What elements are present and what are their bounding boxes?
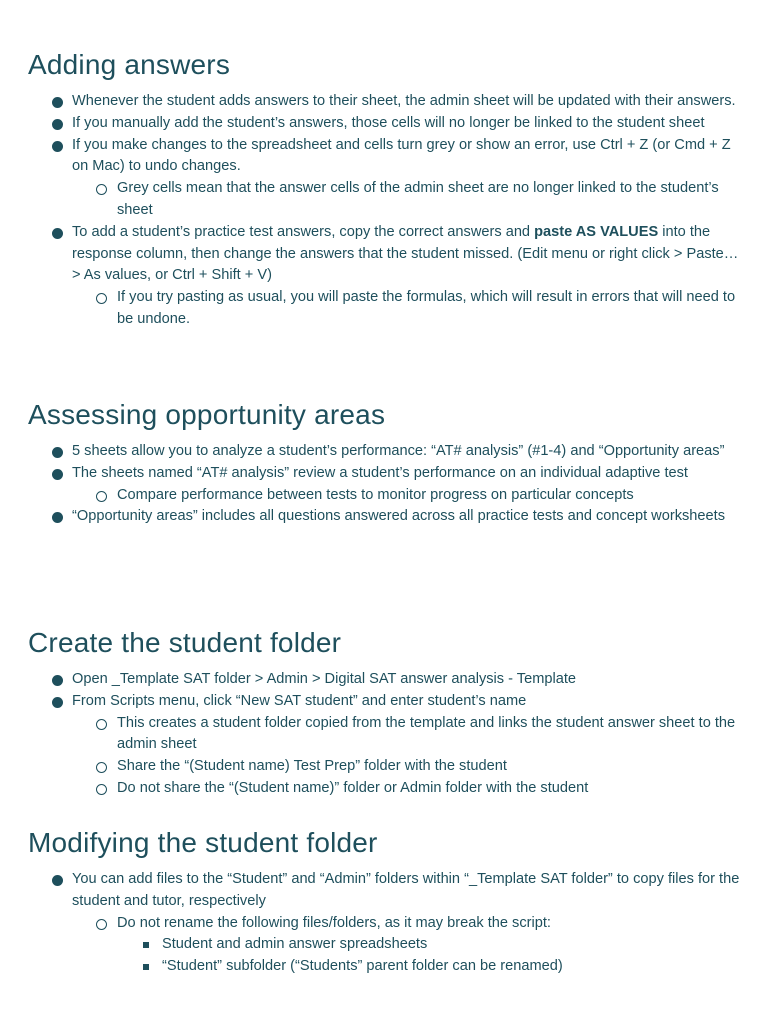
filled-circle-bullet-icon bbox=[52, 875, 63, 886]
section-assessing-opportunity-areas bbox=[28, 398, 725, 528]
hollow-circle-bullet-icon bbox=[96, 293, 107, 304]
filled-circle-bullet-icon bbox=[52, 675, 63, 686]
sub-list-item bbox=[28, 778, 748, 800]
filled-circle-bullet-icon bbox=[52, 697, 63, 708]
list-item-text: Student and admin answer spreadsheets bbox=[162, 936, 428, 953]
list-item bbox=[28, 222, 748, 287]
section-create-student-folder bbox=[28, 626, 748, 800]
section-modifying-student-folder bbox=[28, 826, 748, 978]
list-item-text: The sheets named “AT# analysis” review a student’s performance on an individual adaptive test bbox=[72, 464, 688, 481]
sub-sub-list-item bbox=[28, 956, 748, 978]
hollow-circle-bullet-icon bbox=[96, 784, 107, 795]
list-item-text: Compare performance between tests to monitor progress on particular concepts bbox=[117, 486, 634, 503]
filled-circle-bullet-icon bbox=[52, 447, 63, 458]
hollow-circle-bullet-icon bbox=[96, 491, 107, 502]
list-item-text: You can add files to the “Student” and “Admin” folders within “_Template SAT folder” to copy files for the student and tutor, respectively bbox=[72, 871, 740, 909]
list-item bbox=[28, 441, 725, 463]
list-item-text-end: into the response column, then change the answers that the student missed. (Edit menu or right click > Paste… > As values, or Ctrl + Shift + V) bbox=[72, 223, 739, 284]
filled-circle-bullet-icon bbox=[52, 119, 63, 130]
filled-circle-bullet-icon bbox=[52, 512, 63, 523]
list-item bbox=[28, 869, 748, 913]
sub-sub-list-item bbox=[28, 934, 748, 956]
list-item-text: If you manually add the student’s answers, those cells will no longer be linked to the student sheet bbox=[72, 114, 705, 131]
list-item-text: From Scripts menu, click “New SAT student” and enter student’s name bbox=[72, 692, 527, 709]
sub-list-item bbox=[28, 178, 748, 222]
list-item bbox=[28, 669, 748, 691]
hollow-circle-bullet-icon bbox=[96, 762, 107, 773]
hollow-circle-bullet-icon bbox=[96, 719, 107, 730]
section-title: Adding answers bbox=[28, 49, 231, 80]
list-item bbox=[28, 691, 748, 713]
list-item-text: If you make changes to the spreadsheet and cells turn grey or show an error, use Ctrl + Z (or Cmd + Z on Mac) to undo changes. bbox=[72, 136, 731, 175]
filled-circle-bullet-icon bbox=[52, 97, 63, 108]
list-item-text: 5 sheets allow you to analyze a student’s performance: “AT# analysis” (#1-4) and “Opportunity areas” bbox=[72, 443, 725, 459]
section-title: Assessing opportunity areas bbox=[28, 399, 386, 430]
list-item-text: Grey cells mean that the answer cells of the admin sheet are no longer linked to the student’s sheet bbox=[117, 180, 719, 218]
list-item bbox=[28, 91, 748, 113]
section-adding-answers bbox=[28, 48, 748, 331]
list-item-text: Do not share the “(Student name)” folder or Admin folder with the student bbox=[117, 779, 589, 796]
list-item-text: “Student” subfolder (“Students” parent folder can be renamed) bbox=[162, 958, 563, 975]
bullet-list bbox=[28, 869, 748, 978]
bullet-list bbox=[28, 669, 748, 800]
bullet-list bbox=[28, 91, 748, 331]
list-item-text-start: To add a student’s practice test answers, copy the correct answers and bbox=[72, 223, 535, 240]
sub-list-item bbox=[28, 913, 748, 935]
section-title: Create the student folder bbox=[28, 627, 342, 658]
list-item-text: Do not rename the following files/folders, as it may break the script: bbox=[117, 914, 551, 931]
sub-list-item bbox=[28, 485, 725, 507]
list-item bbox=[28, 463, 725, 485]
filled-circle-bullet-icon bbox=[52, 469, 63, 480]
list-item-text: This creates a student folder copied from the template and links the student answer sheet to the admin sheet bbox=[117, 714, 736, 753]
list-item-text: “Opportunity areas” includes all questions answered across all practice tests and concept worksheets bbox=[72, 508, 725, 525]
filled-circle-bullet-icon bbox=[52, 228, 63, 239]
list-item bbox=[28, 113, 748, 135]
list-item-text: Share the “(Student name) Test Prep” folder with the student bbox=[117, 758, 507, 775]
hollow-circle-bullet-icon bbox=[96, 919, 107, 930]
list-item-bold-text: paste AS VALUES bbox=[534, 223, 659, 240]
sub-list-item bbox=[28, 713, 748, 757]
hollow-circle-bullet-icon bbox=[96, 184, 107, 195]
section-title: Modifying the student folder bbox=[28, 827, 378, 858]
sub-list-item bbox=[28, 756, 748, 778]
list-item-text: Whenever the student adds answers to their sheet, the admin sheet will be updated with their answers. bbox=[72, 93, 736, 109]
square-bullet-icon bbox=[143, 964, 149, 970]
bullet-list bbox=[28, 441, 725, 528]
sub-list-item bbox=[28, 287, 748, 331]
filled-circle-bullet-icon bbox=[52, 141, 63, 152]
list-item bbox=[28, 135, 748, 179]
list-item-text: Open _Template SAT folder > Admin > Digital SAT answer analysis - Template bbox=[72, 671, 577, 687]
list-item bbox=[28, 506, 725, 528]
list-item-text: If you try pasting as usual, you will paste the formulas, which will result in errors that will need to be undone. bbox=[117, 289, 736, 327]
square-bullet-icon bbox=[143, 942, 149, 948]
